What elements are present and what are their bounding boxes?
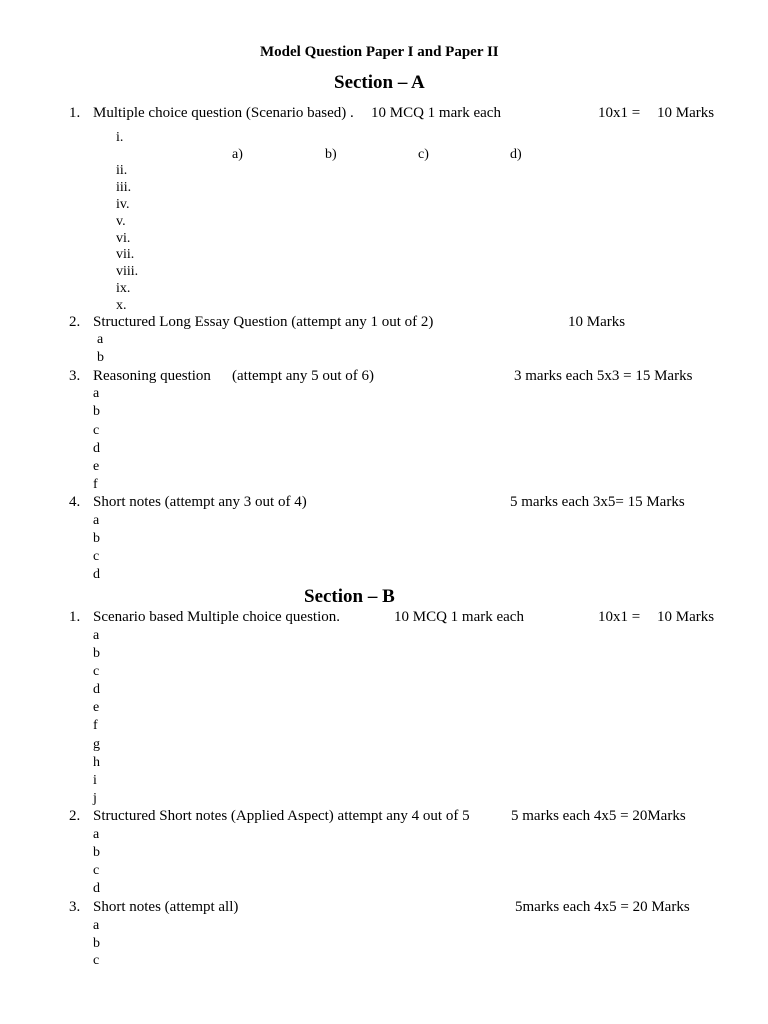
roman-item: iii. <box>116 180 132 195</box>
marks-total: 3 marks each 5x3 = 15 Marks <box>514 368 693 384</box>
option-label: c) <box>418 147 429 162</box>
question-number: 2. <box>69 808 81 824</box>
sub-item: g <box>93 737 100 752</box>
marks-calculation: 10x1 = <box>598 609 641 625</box>
sub-item: b <box>93 845 100 860</box>
option-label: a) <box>232 147 243 162</box>
question-number: 1. <box>69 105 81 121</box>
sub-item: a <box>93 827 100 842</box>
sub-item: d <box>93 567 100 582</box>
question-number: 3. <box>69 899 81 915</box>
marks-total: 10 Marks <box>568 314 626 330</box>
roman-item: ii. <box>116 163 128 178</box>
marks-total: 10 Marks <box>657 105 715 121</box>
sub-item: d <box>93 881 100 896</box>
question-number: 2. <box>69 314 81 330</box>
sub-item: b <box>93 531 100 546</box>
roman-item: i. <box>116 130 124 145</box>
question-text: Short notes (attempt any 3 out of 4) <box>93 494 307 510</box>
sub-item: e <box>93 459 100 474</box>
roman-item: iv. <box>116 197 130 212</box>
section-b-heading: Section – B <box>304 586 395 607</box>
sub-item: f <box>93 718 98 733</box>
roman-item: ix. <box>116 281 131 296</box>
sub-item: a <box>93 386 100 401</box>
paper-title: Model Question Paper I and Paper II <box>260 44 499 60</box>
question-text: Structured Short notes (Applied Aspect) attempt any 4 out of 5 <box>93 808 470 824</box>
sub-item: i <box>93 773 97 788</box>
sub-item: c <box>93 953 100 968</box>
roman-item: viii. <box>116 264 139 279</box>
roman-item: vi. <box>116 231 131 246</box>
option-label: d) <box>510 147 522 162</box>
question-number: 1. <box>69 609 81 625</box>
question-detail: 10 MCQ 1 mark each <box>394 609 524 625</box>
question-text: Multiple choice question (Scenario based) . <box>93 105 354 121</box>
sub-item: c <box>93 423 100 438</box>
sub-item: a <box>93 513 100 528</box>
marks-total: 10 Marks <box>657 609 715 625</box>
marks-calculation: 10x1 = <box>598 105 641 121</box>
sub-item: j <box>93 791 97 806</box>
section-a-heading: Section – A <box>334 72 425 93</box>
sub-item: a <box>93 628 100 643</box>
sub-item: b <box>93 404 100 419</box>
question-number: 3. <box>69 368 81 384</box>
question-detail: (attempt any 5 out of 6) <box>232 368 375 384</box>
sub-item: c <box>93 549 100 564</box>
sub-item: c <box>93 863 100 878</box>
sub-item: c <box>93 664 100 679</box>
sub-item: b <box>93 646 100 661</box>
marks-total: 5 marks each 4x5 = 20Marks <box>511 808 686 824</box>
question-number: 4. <box>69 494 81 510</box>
sub-item: b <box>93 936 100 951</box>
roman-item: vii. <box>116 247 135 262</box>
roman-item: v. <box>116 214 126 229</box>
sub-item: f <box>93 477 98 492</box>
marks-total: 5 marks each 3x5= 15 Marks <box>510 494 685 510</box>
sub-item: h <box>93 755 100 770</box>
question-text: Scenario based Multiple choice question. <box>93 609 341 625</box>
sub-item: e <box>93 700 100 715</box>
sub-item: a <box>97 332 104 347</box>
question-text: Short notes (attempt all) <box>93 899 239 915</box>
sub-item: a <box>93 918 100 933</box>
question-text: Reasoning question <box>93 368 211 384</box>
question-detail: 10 MCQ 1 mark each <box>371 105 501 121</box>
marks-total: 5marks each 4x5 = 20 Marks <box>515 899 690 915</box>
sub-item: b <box>97 350 104 365</box>
question-text: Structured Long Essay Question (attempt any 1 out of 2) <box>93 314 434 330</box>
sub-item: d <box>93 682 100 697</box>
sub-item: d <box>93 441 100 456</box>
option-label: b) <box>325 147 337 162</box>
roman-item: x. <box>116 298 127 313</box>
